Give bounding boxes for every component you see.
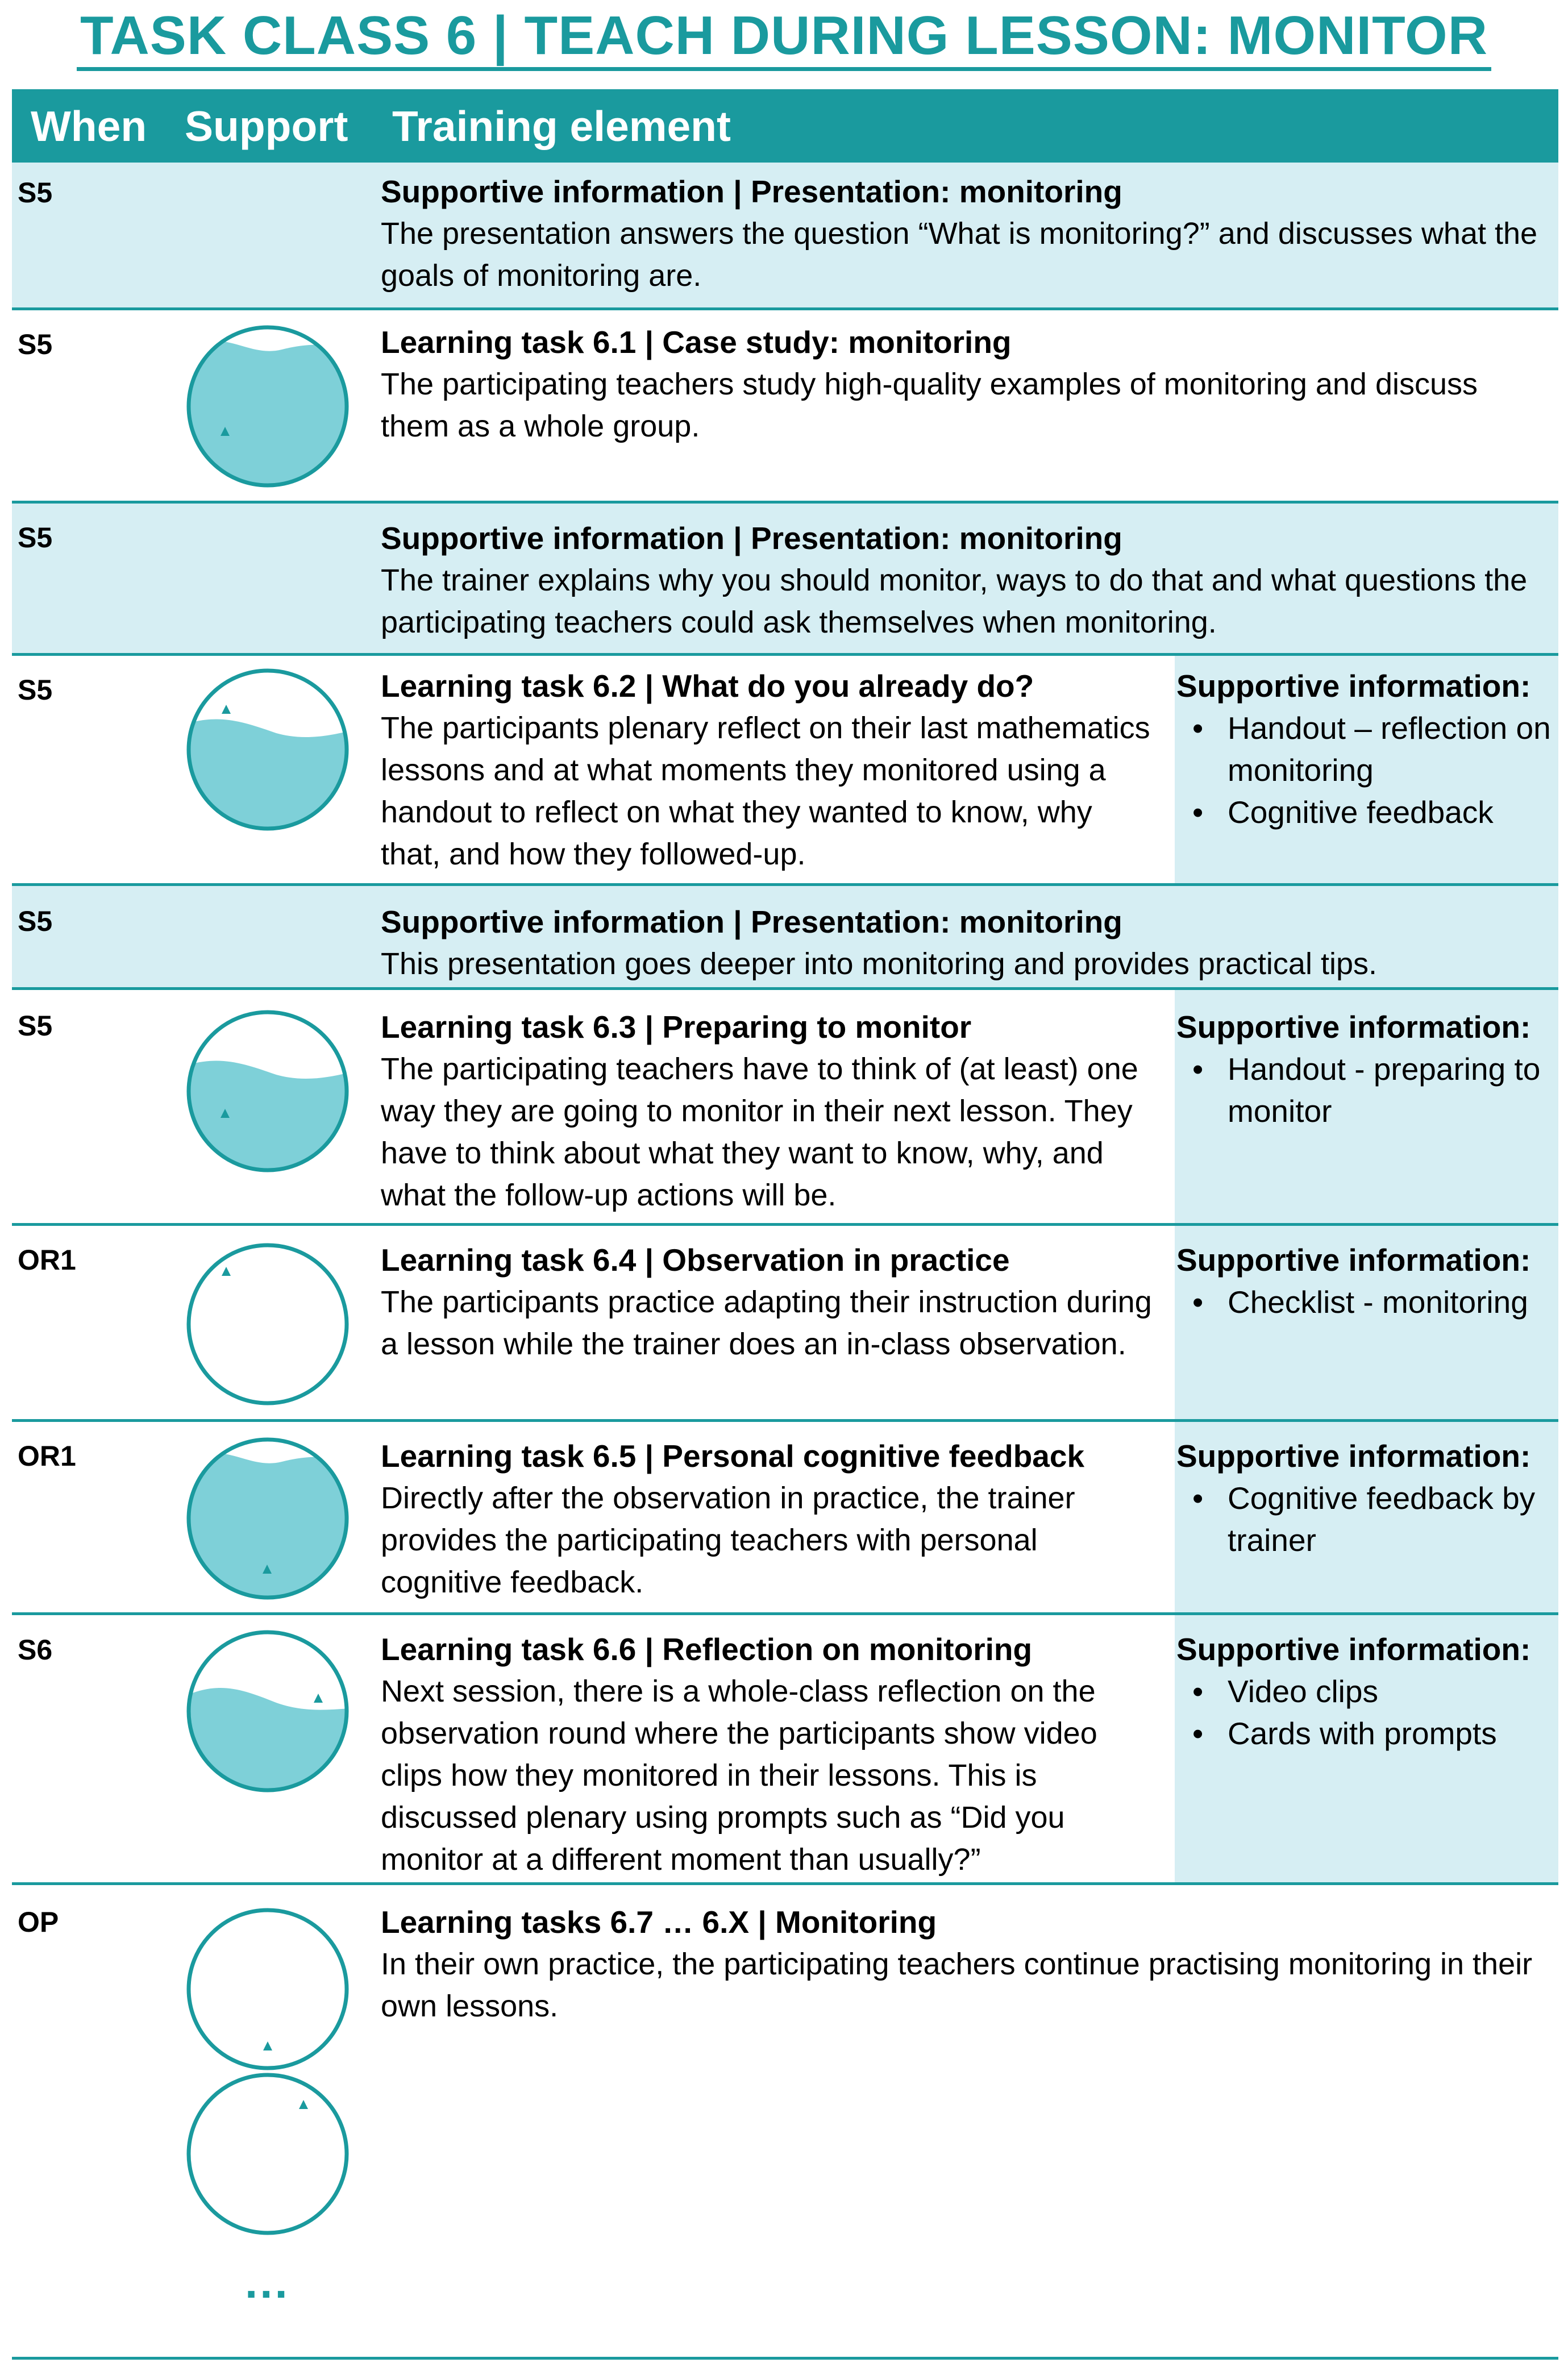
triangle-marker xyxy=(314,1694,323,1703)
row-text: The participants plenary reflect on their last mathematics lessons and at what moments they monitored using a handout to reflect on what they wanted to know, why that, and how they followed-up. xyxy=(381,711,1150,871)
row-when: S5 xyxy=(18,177,53,209)
row-title: Learning task 6.1 | Case study: monitoring xyxy=(381,325,1012,360)
support-level-circle xyxy=(185,1907,350,2072)
row-text: This presentation goes deeper into monitoring and provides practical tips. xyxy=(381,947,1377,981)
support-level-circle xyxy=(185,667,350,832)
support-level-circle xyxy=(185,1009,350,1174)
side-title: Supportive information: xyxy=(1176,668,1531,704)
support-fill xyxy=(185,1688,350,1794)
support-level-circle xyxy=(185,1436,350,1601)
header-when: When xyxy=(31,102,147,150)
row-title: Learning task 6.3 | Preparing to monitor xyxy=(381,1009,972,1045)
row-when: S5 xyxy=(18,674,53,706)
side-title: Supportive information: xyxy=(1176,1632,1531,1667)
row-when: OR1 xyxy=(18,1440,76,1472)
row-when: S5 xyxy=(18,1010,53,1042)
support-fill xyxy=(185,1060,350,1174)
side-list xyxy=(1188,1048,1552,1132)
row-text: The presentation answers the question “What is monitoring?” and discusses what the goals of monitoring are. xyxy=(381,217,1538,293)
header-training-element: Training element xyxy=(392,102,731,150)
side-title: Supportive information: xyxy=(1176,1009,1531,1045)
side-item: • Cognitive feedback by trainer xyxy=(1188,1477,1552,1561)
row-when: S5 xyxy=(18,905,53,937)
side-item: • Cards with prompts xyxy=(1188,1712,1552,1754)
side-list xyxy=(1188,1670,1552,1754)
row-title: Learning tasks 6.7 … 6.X | Monitoring xyxy=(381,1904,937,1940)
row-text: In their own practice, the participating teachers continue practising monitoring in their own lessons. xyxy=(381,1947,1533,2023)
row-title: Learning task 6.2 | What do you already do? xyxy=(381,668,1034,704)
triangle-marker xyxy=(222,705,231,714)
row-when: OP xyxy=(18,1906,59,1938)
support-fill xyxy=(185,719,350,832)
row-when: S6 xyxy=(18,1634,53,1666)
side-title: Supportive information: xyxy=(1176,1438,1531,1474)
page-title: TASK CLASS 6 | TEACH DURING LESSON: MONITOR xyxy=(0,5,1568,67)
side-item: • Checklist - monitoring xyxy=(1188,1281,1552,1323)
row-title: Learning task 6.4 | Observation in practice xyxy=(381,1242,1010,1278)
row-text: Directly after the observation in practice, the trainer provides the participating teachers with personal cognitive feedback. xyxy=(381,1481,1075,1599)
side-title: Supportive information: xyxy=(1176,1242,1531,1278)
row-title: Supportive information | Presentation: monitoring xyxy=(381,521,1122,556)
support-level-circle xyxy=(185,2072,350,2236)
header-support: Support xyxy=(185,102,348,150)
side-list xyxy=(1188,707,1552,833)
support-level-circle xyxy=(185,324,350,489)
side-item: • Handout - preparing to monitor xyxy=(1188,1048,1552,1132)
table-bottom-border xyxy=(12,2357,1558,2360)
row-text: Next session, there is a whole-class reflection on the observation round where the participants show video clips how they monitored in their lessons. This is discussed plenary using prompts such as “Did you monitor at a different moment than usually?” xyxy=(381,1674,1097,1877)
support-level-circle xyxy=(185,1242,350,1407)
side-item: • Handout – reflection on monitoring xyxy=(1188,707,1552,791)
support-level-circle xyxy=(185,1629,350,1794)
side-list xyxy=(1188,1477,1552,1561)
row-text: The participating teachers have to think of (at least) one way they are going to monitor in their next lesson. They have to think about what they want to know, why, and what the follow-up actions will be. xyxy=(381,1052,1138,1212)
row-when: S5 xyxy=(18,522,53,554)
table-header xyxy=(12,89,1558,163)
row-when: S5 xyxy=(18,328,53,360)
support-fill xyxy=(185,1453,350,1601)
more-tasks-ellipsis: ... xyxy=(245,2257,290,2307)
row-text: The trainer explains why you should monitor, ways to do that and what questions the participating teachers could ask themselves when monitoring. xyxy=(381,563,1528,639)
row-title: Learning task 6.6 | Reflection on monitoring xyxy=(381,1632,1033,1667)
row-text: The participating teachers study high-quality examples of monitoring and discuss them as a whole group. xyxy=(381,367,1478,443)
support-fill xyxy=(185,340,350,489)
row-text: The participants practice adapting their instruction during a lesson while the trainer does an in-class observation. xyxy=(381,1285,1152,1361)
row-title: Supportive information | Presentation: monitoring xyxy=(381,904,1122,939)
row-when: OR1 xyxy=(18,1244,76,1276)
side-item: • Cognitive feedback xyxy=(1188,791,1552,833)
side-list xyxy=(1188,1281,1552,1323)
row-title: Learning task 6.5 | Personal cognitive feedback xyxy=(381,1438,1085,1474)
row-title: Supportive information | Presentation: monitoring xyxy=(381,174,1122,209)
side-item: • Video clips xyxy=(1188,1670,1552,1712)
